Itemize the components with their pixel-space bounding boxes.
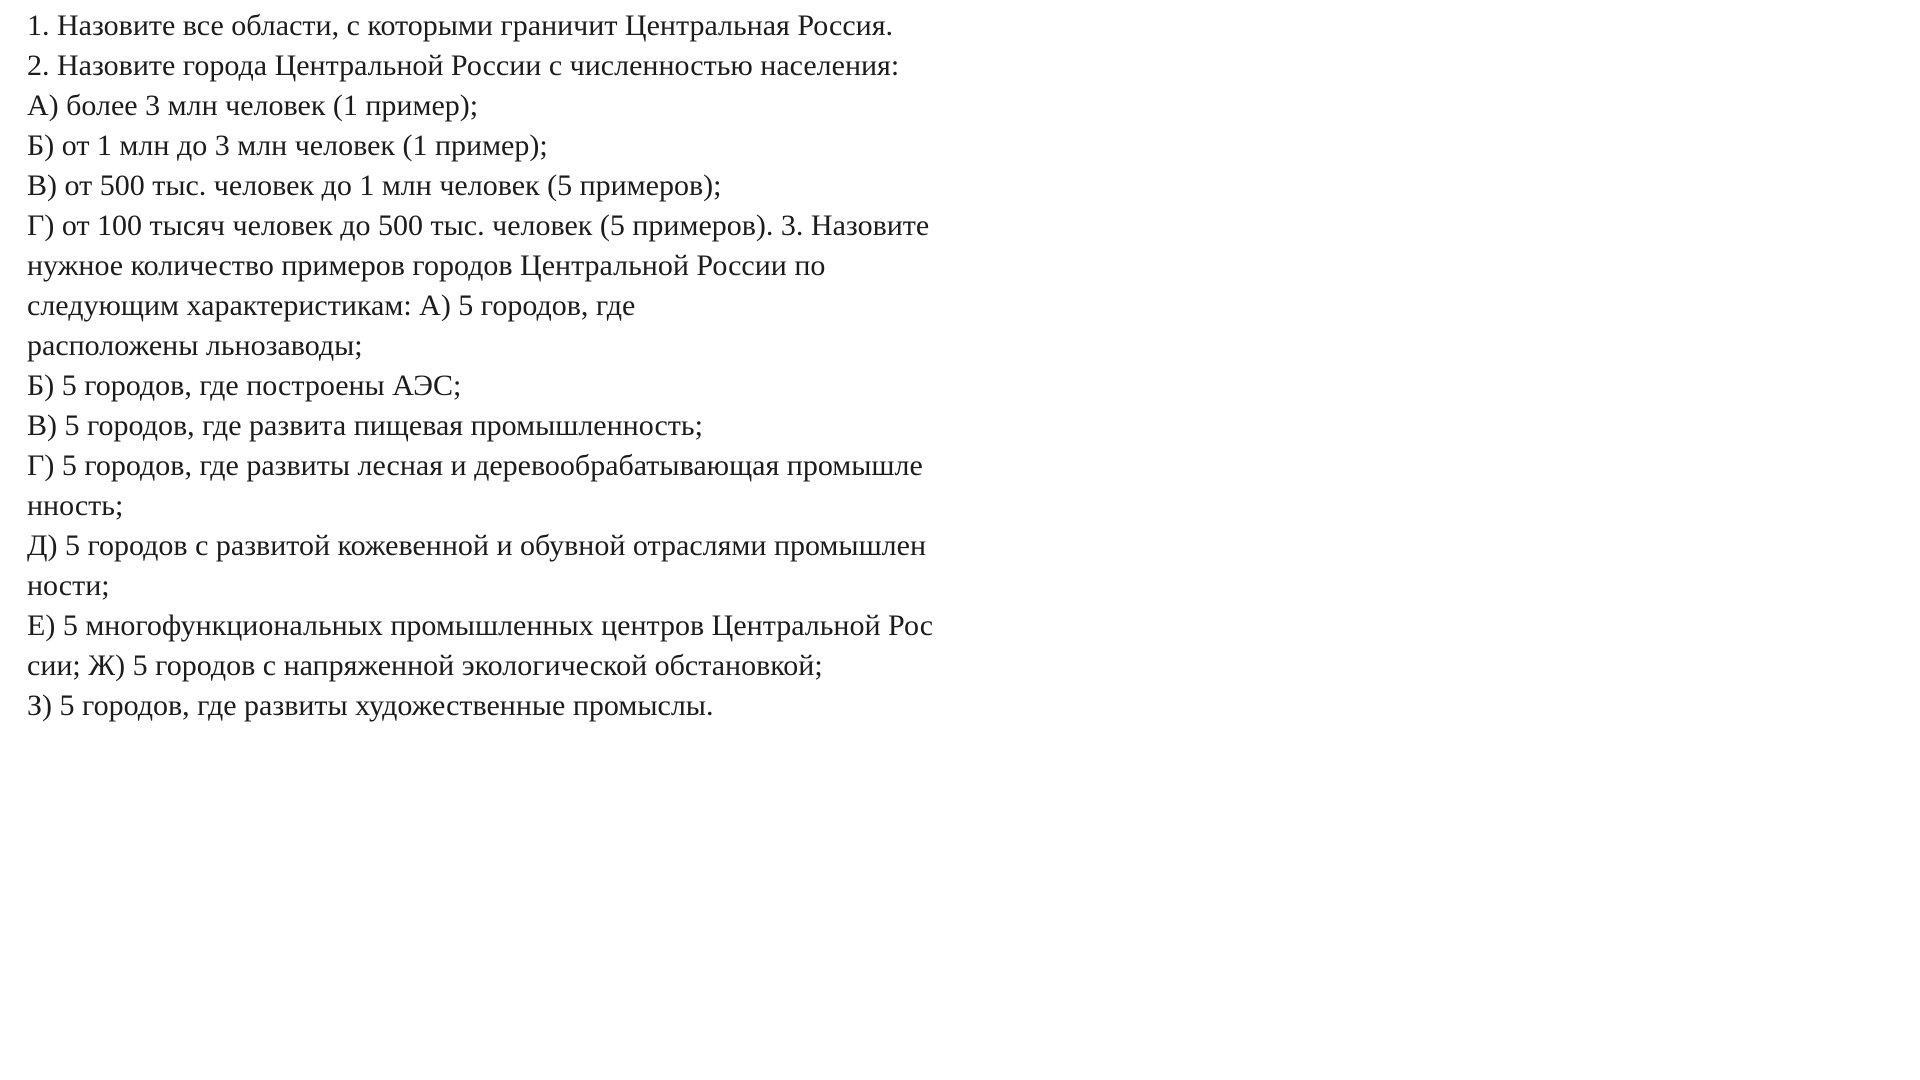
text-line: В) от 500 тыс. человек до 1 млн человек (5 примеров); [27, 169, 722, 202]
text-line: сии; Ж) 5 городов с напряженной экологической обстановкой; [27, 649, 823, 682]
text-line: 1. Назовите все области, с которыми граничит Центральная Россия. [27, 9, 894, 42]
document-text [27, 6, 1127, 726]
text-line: расположены льнозаводы; [27, 329, 363, 362]
text-line: нужное количество примеров городов Центральной России по [27, 249, 826, 282]
text-line: З) 5 городов, где развиты художественные промыслы. [27, 689, 714, 722]
text-line: Д) 5 городов с развитой кожевенной и обувной отраслями промышлен [27, 529, 927, 562]
text-line: нность; [27, 489, 124, 522]
text-line: следующим характеристикам: А) 5 городов, где [27, 289, 636, 322]
text-line: Г) от 100 тысяч человек до 500 тыс. человек (5 примеров). 3. Назовите [27, 209, 930, 242]
text-line: Б) от 1 млн до 3 млн человек (1 пример); [27, 129, 548, 162]
text-line: Г) 5 городов, где развиты лесная и деревообрабатывающая промышле [27, 449, 923, 482]
text-line: Б) 5 городов, где построены АЭС; [27, 369, 462, 402]
text-line: Е) 5 многофункциональных промышленных центров Центральной Рос [27, 609, 934, 642]
text-line: В) 5 городов, где развита пищевая промышленность; [27, 409, 703, 442]
text-line: А) более 3 млн человек (1 пример); [27, 89, 479, 122]
text-line: 2. Назовите города Центральной России с численностью населения: [27, 49, 900, 82]
text-line: ности; [27, 569, 110, 602]
